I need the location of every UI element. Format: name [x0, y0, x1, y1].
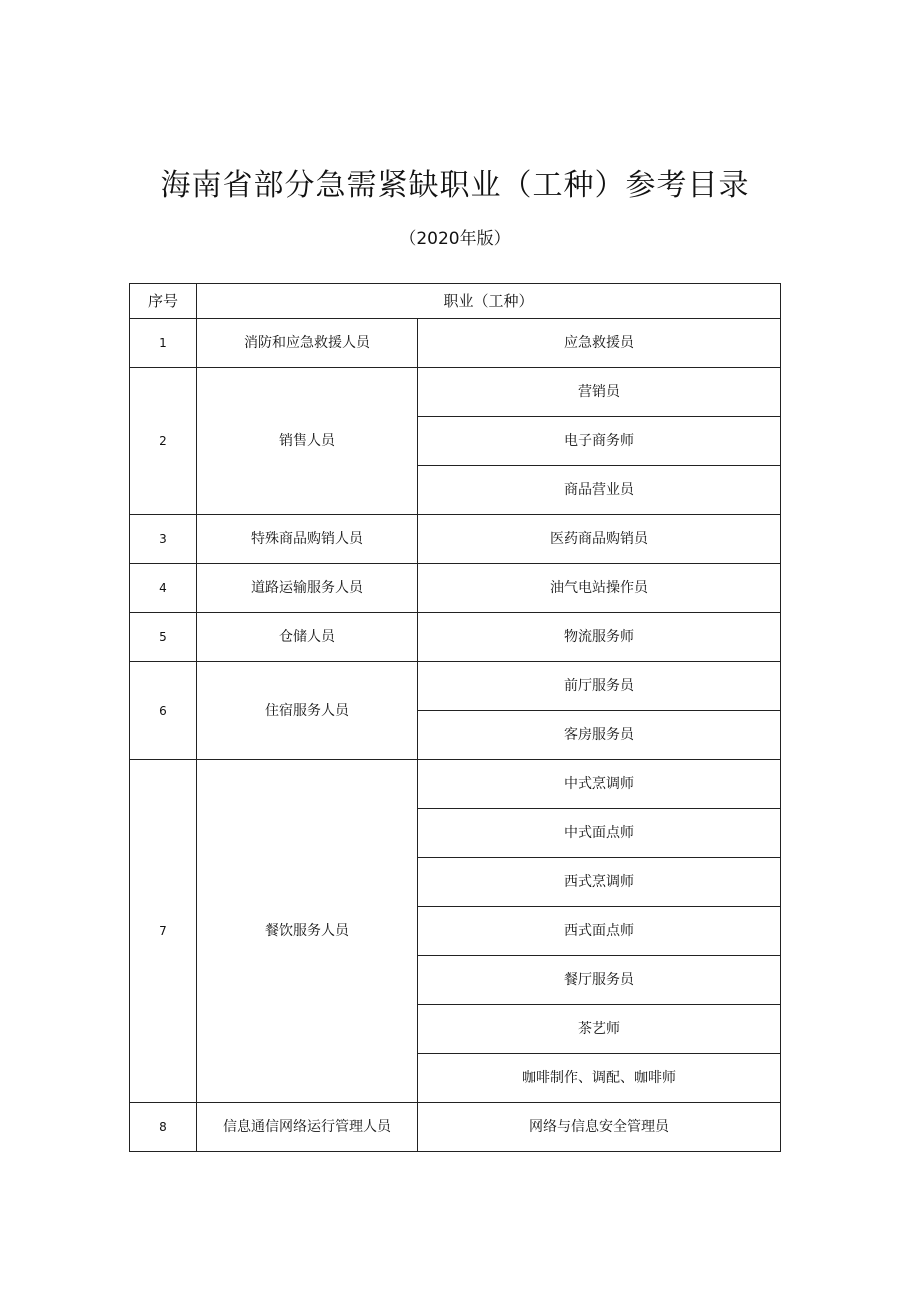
- table-row: [130, 662, 781, 711]
- document-edition: （2020年版）: [399, 229, 511, 249]
- document-title: 海南省部分急需紧缺职业（工种）参考目录: [160, 168, 750, 203]
- table-row: [130, 613, 781, 662]
- table-row: [130, 515, 781, 564]
- row-index-cell: 4: [130, 564, 197, 613]
- catalog-table-body: [130, 284, 781, 1152]
- job-title-cell: 电子商务师: [418, 417, 781, 466]
- row-index-cell: 2: [130, 368, 197, 515]
- job-title-cell: 中式烹调师: [418, 760, 781, 809]
- table-row: [130, 564, 781, 613]
- occupation-category-cell: 餐饮服务人员: [197, 760, 418, 1103]
- job-title-cell: 前厅服务员: [418, 662, 781, 711]
- job-title-cell: 网络与信息安全管理员: [418, 1103, 781, 1152]
- occupation-category-cell: 住宿服务人员: [197, 662, 418, 760]
- job-title-cell: 营销员: [418, 368, 781, 417]
- row-index-cell: 7: [130, 760, 197, 1103]
- row-index-cell: 5: [130, 613, 197, 662]
- header-index: 序号: [130, 284, 197, 319]
- job-title-cell: 医药商品购销员: [418, 515, 781, 564]
- table-row: [130, 368, 781, 417]
- job-title-cell: 物流服务师: [418, 613, 781, 662]
- occupation-category-cell: 销售人员: [197, 368, 418, 515]
- row-index-cell: 6: [130, 662, 197, 760]
- occupation-category-cell: 特殊商品购销人员: [197, 515, 418, 564]
- job-title-cell: 餐厅服务员: [418, 956, 781, 1005]
- occupation-category-cell: 道路运输服务人员: [197, 564, 418, 613]
- row-index-cell: 3: [130, 515, 197, 564]
- job-title-cell: 茶艺师: [418, 1005, 781, 1054]
- occupation-category-cell: 信息通信网络运行管理人员: [197, 1103, 418, 1152]
- job-title-cell: 应急救援员: [418, 319, 781, 368]
- occupation-category-cell: 消防和应急救援人员: [197, 319, 418, 368]
- occupation-catalog-table: [129, 283, 781, 1152]
- row-index-cell: 1: [130, 319, 197, 368]
- job-title-cell: 咖啡制作、调配、咖啡师: [418, 1054, 781, 1103]
- table-row: [130, 760, 781, 809]
- occupation-category-cell: 仓储人员: [197, 613, 418, 662]
- job-title-cell: 客房服务员: [418, 711, 781, 760]
- job-title-cell: 西式烹调师: [418, 858, 781, 907]
- table-header-row: [130, 284, 781, 319]
- table-row: [130, 1103, 781, 1152]
- job-title-cell: 商品营业员: [418, 466, 781, 515]
- row-index-cell: 8: [130, 1103, 197, 1152]
- job-title-cell: 油气电站操作员: [418, 564, 781, 613]
- job-title-cell: 西式面点师: [418, 907, 781, 956]
- header-occupation: 职业（工种）: [197, 284, 781, 319]
- job-title-cell: 中式面点师: [418, 809, 781, 858]
- table-row: [130, 319, 781, 368]
